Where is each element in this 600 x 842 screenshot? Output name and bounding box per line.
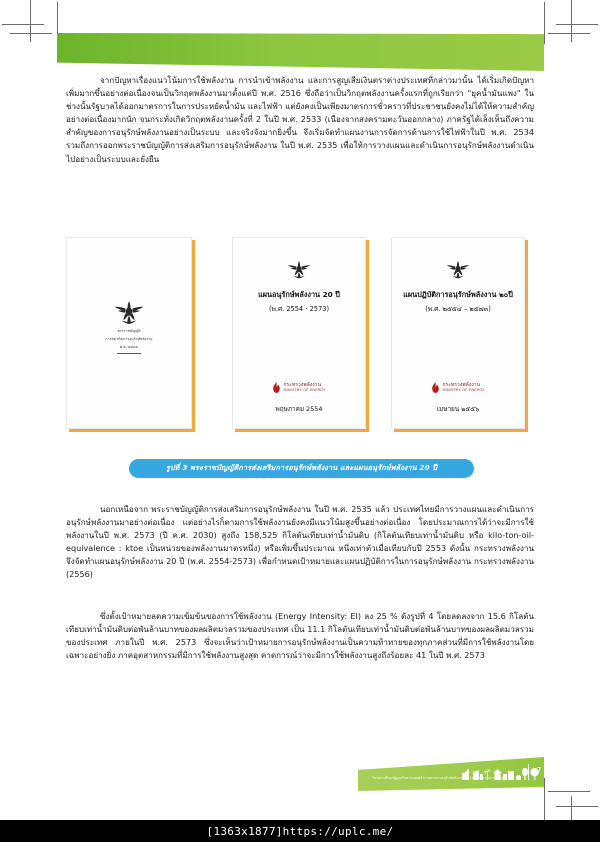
figure-caption-text: รูปที่ 3 พระราชบัญญัติการส่งเสริมการอนุรักษ์พลังงาน และแผนอนุรักษ์พลังงาน 20 ปี xyxy=(165,463,438,472)
ministry-logo-text xyxy=(442,383,484,392)
crop-mark-bottom-right-h2 xyxy=(556,806,598,807)
cover-plan-date: พฤษภาคม 2554 xyxy=(275,405,323,413)
top-green-banner xyxy=(57,33,544,71)
ministry-name-th: กระทรวงพลังงาน xyxy=(442,382,481,389)
paragraph-1: จากปัญหาเรื่องแนวโน้มการใช้พลังงาน การนำเข้าพลังงาน และการสูญเสียเงินตราต่างประเทศที่กล่าวมานั้น ได้เริ่มเกิดปัญหาเพิ่มมากขึ้นอย่างต่อเนื่องจนเป็นวิกฤตพลังงานมาตั้งแต่ปี พ.ศ. 2516 ซึ่งถือว่าเป็นวิกฤตพลังงานครั้งแรกที่ถูกเรียกว่า "ยุคน้ำมันแพง" ในช่วงนั้นรัฐบาลได้ออกมาตรการในการประหยัดน้ำมัน และไฟฟ้า แต่ยังคงเป็นเพียงมาตรการชั่วคราวที่ประชาชนยังคงไม่ได้ให้ความสำคัญอย่างต่อเนื่องมากนัก จนกระทั่งเกิดวิกฤตพลังงานครั้งที่ 2 ในปี พ.ศ. 2533 (เนื่องจากสงครามตะวันออกกลาง) ภาครัฐได้เล็งเห็นถึงความสำคัญของการอนุรักษ์พลังงานอย่างเป็นระบบ และจริงจังมากยิ่งขึ้น จึงเริ่มจัดทำแผนงานการจัดการด้านการใช้ไฟฟ้าในปี พ.ศ. 2534 รวมถึงการออกพระราชบัญญัติการส่งเสริมการอนุรักษ์พลังงาน ในปี พ.ศ. 2535 เพื่อให้การวางแผนและดำเนินการอนุรักษ์พลังงานดำเนินไปอย่างเป็นระบบและยั่งยืน xyxy=(66,75,534,164)
ministry-name-en: MINISTRY OF ENERGY xyxy=(283,388,326,393)
crop-mark-top-left-h xyxy=(10,33,52,34)
flame-icon xyxy=(272,382,281,394)
ministry-name-en: MINISTRY OF ENERGY xyxy=(442,388,485,393)
garuda-emblem-icon xyxy=(286,260,312,280)
cover-action-subtitle: (พ.ศ. ๒๕๕๔ – ๒๕๗๓) xyxy=(425,305,491,313)
ministry-logo xyxy=(233,382,365,394)
cover-action-date: เมษายน ๒๕๕๖ xyxy=(436,405,480,413)
figure-3-covers xyxy=(66,237,534,437)
cover-action-title: แผนปฏิบัติการอนุรักษ์พลังงาน ๒๐ปี xyxy=(403,290,513,299)
flame-icon xyxy=(431,382,440,394)
paragraph-2: นอกเหนือจาก พระราชบัญญัติการส่งเสริมการอนุรักษ์พลังงาน ในปี พ.ศ. 2535 แล้ว ประเทศไทยมีการวางแผนและดำเนินการอนุรักษ์พลังงานมาอย่างต่อเนื่อง แต่อย่างไรก็ตามการใช้พลังงานยังคงมีแนวโน้มสูงขึ้นอย่างต่อเนื่อง โดยประมาณการได้ว่าจะมีการใช้พลังงานในปี พ.ศ. 2573 (ปี ค.ศ. 2030) สูงถึง 158,525 กิโลตันเทียบเท่าน้ำมันดิบ (กิโลตันเทียบเท่าน้ำมันดิบ หรือ kilo-ton-oil-equivalence : ktoe เป็นหน่วยของพลังงานมาตรหนึ่ง) หรือเพิ่มขึ้นประมาณ หนึ่งเท่าตัวเมื่อเทียบกับปี 2553 ดังนั้น กระทรวงพลังงาน จึงจัดทำแผนอนุรักษ์พลังงาน 20 ปี (พ.ศ. 2554-2573) เพื่อกำหนดเป้าหมายและแผนปฏิบัติการในการอนุรักษ์พลังงาน กระทรวงพลังงาน (2556) xyxy=(66,504,534,580)
ministry-logo xyxy=(392,382,524,394)
small-car-icon xyxy=(516,774,521,780)
crop-mark-top-left-v2 xyxy=(30,0,31,42)
garuda-emblem-icon xyxy=(445,260,471,280)
footer-divider xyxy=(528,764,529,780)
crop-mark-bottom-right-h xyxy=(548,791,590,792)
figure-caption-pill xyxy=(129,459,474,478)
cover-act-line-1: พระราชบัญญัติ xyxy=(117,329,141,333)
paragraph-3: ซึ่งตั้งเป้าหมายลดความเข้มข้นของการใช้พลังงาน (Energy Intensity: EI) ลง 25 % ดังรูปที่ 4 โดยลดลงจาก 15.6 กิโลตันเทียบเท่าน้ำมันดิบต่อพันล้านบาทของผลผลิตมวลรวมของประเทศ เป็น 11.1 กิโลตันเทียบเท่าน้ำมันดิบต่อพันล้านบาทของผลผลิตมวลรวมของประเทศ ภายในปี พ.ศ. 2573 ซึ่งจะเห็นว่าเป้าหมายการอนุรักษ์พลังงานเป็นความท้าทายของทุกภาคส่วนที่มีการใช้พลังงานโดยเฉพาะอย่างยิ่ง ภาคอุตสาหกรรมที่มีการใช้พลังงานสูงสุด คาดการณ์ว่าจะมีการใช้พลังงานสูงถึงร้อยละ 41 ในปี พ.ศ. 2573 xyxy=(66,611,534,661)
cover-act-rule xyxy=(117,353,141,354)
crop-mark-top-right-v2 xyxy=(571,0,572,42)
footer-caption: โครงการศึกษาผู้ดูแลรักษาระบบพลังงานทางการอนุรักษ์พลังงานในโรงงานและอาคารควบคุม xyxy=(372,776,506,780)
cover-plan-title: แผนอนุรักษ์พลังงาน 20 ปี xyxy=(258,290,340,299)
crop-mark-top-right-v xyxy=(544,2,545,44)
page-number: 7 xyxy=(536,766,542,775)
crop-mark-top-right-h xyxy=(548,33,590,34)
cover-act-line-2: การส่งเสริมการอนุรักษ์พลังงาน xyxy=(105,337,153,341)
cover-act-line-3: พ.ศ. ๒๕๓๕ xyxy=(119,345,139,349)
watermark-bar xyxy=(0,820,600,842)
crop-mark-bottom-right-v xyxy=(544,778,545,820)
ministry-logo-text xyxy=(283,383,325,392)
garuda-emblem-icon xyxy=(112,300,146,326)
cover-action-plan-20y xyxy=(391,237,525,429)
ministry-name-th: กระทรวงพลังงาน xyxy=(283,382,322,389)
cover-plan-subtitle: (พ.ศ. 2554 - 2573) xyxy=(268,305,330,313)
watermark-text: [1363x1877]https://uplc.me/ xyxy=(206,824,394,838)
cover-energy-plan-20y xyxy=(232,237,366,429)
crop-mark-top-right-h2 xyxy=(556,24,598,25)
cover-act-2535 xyxy=(66,237,192,429)
crop-mark-top-left-h2 xyxy=(2,24,44,25)
